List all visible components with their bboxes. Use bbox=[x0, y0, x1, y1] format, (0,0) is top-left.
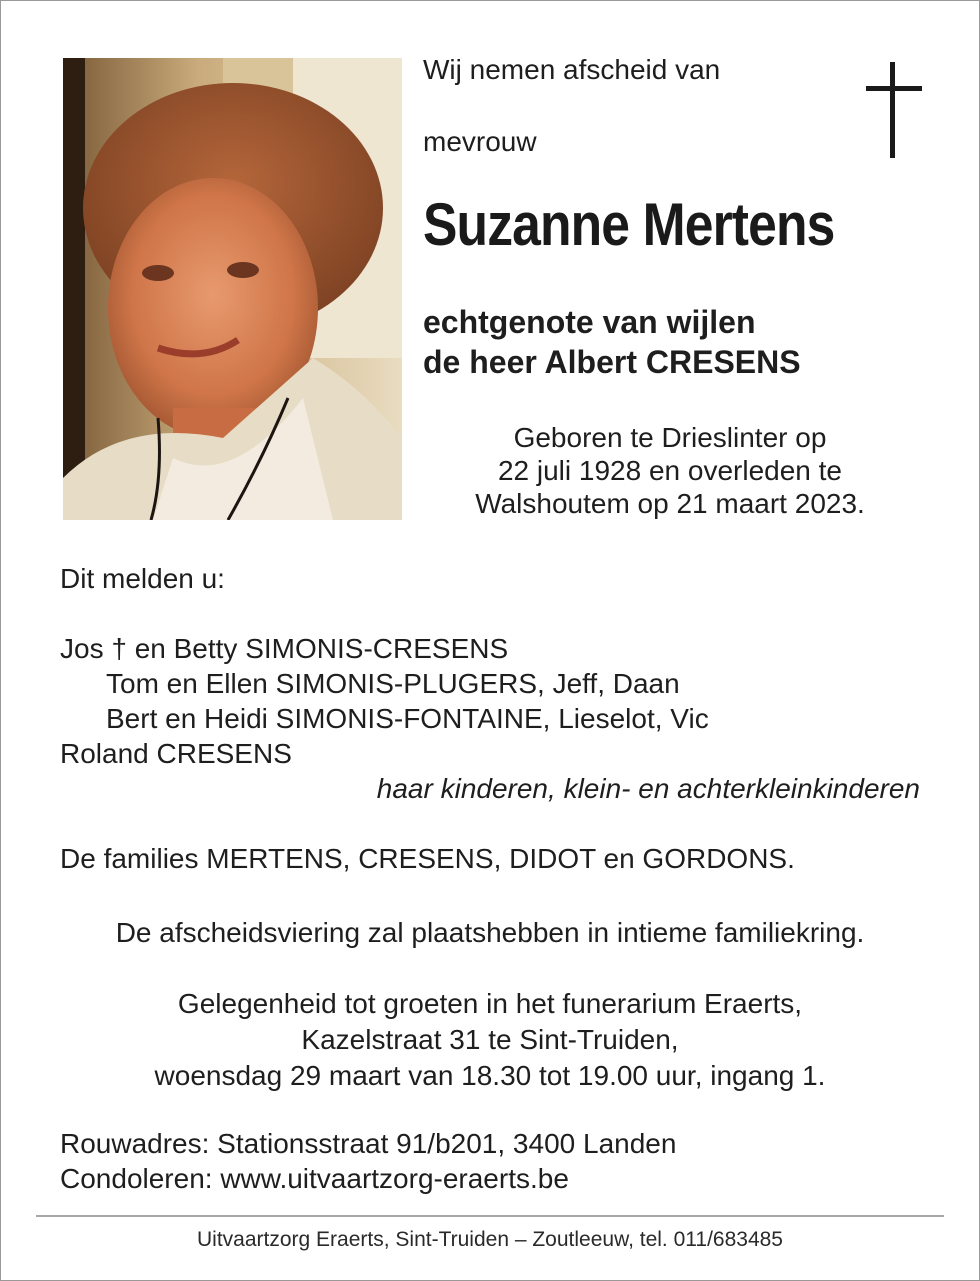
extended-families: De families MERTENS, CRESENS, DIDOT en GORDONS. bbox=[60, 843, 795, 874]
visitation-line: woensdag 29 maart van 18.30 tot 19.00 uur, ingang 1. bbox=[154, 1060, 826, 1091]
ceremony-note: De afscheidsviering zal plaatshebben in intieme familiekring. bbox=[115, 917, 865, 948]
portrait-photo bbox=[63, 58, 402, 520]
mourning-address: Rouwadres: Stationsstraat 91/b201, 3400 Landen bbox=[60, 1128, 677, 1159]
condolences-link[interactable]: Condoleren: www.uitvaartzorg-eraerts.be bbox=[60, 1163, 569, 1194]
family-line: Roland CRESENS bbox=[60, 738, 292, 769]
family-line: Tom en Ellen SIMONIS-PLUGERS, Jeff, Daan bbox=[106, 668, 680, 699]
deceased-name: Suzanne Mertens bbox=[423, 191, 835, 258]
birth-death-line: Geboren te Drieslinter op bbox=[513, 422, 827, 453]
spouse-line: echtgenote van wijlen bbox=[423, 304, 756, 340]
announcement-intro: Dit melden u: bbox=[60, 563, 225, 594]
relation-note: haar kinderen, klein- en achterkleinkinderen bbox=[376, 773, 920, 804]
visitation-line: Kazelstraat 31 te Sint-Truiden, bbox=[301, 1024, 679, 1055]
footer-divider bbox=[36, 1215, 944, 1217]
birth-death-info bbox=[420, 421, 920, 520]
latin-cross-icon bbox=[866, 62, 922, 158]
visitation-info bbox=[0, 986, 980, 1094]
family-line: Jos † en Betty SIMONIS-CRESENS bbox=[60, 633, 509, 664]
spouse-info bbox=[423, 302, 801, 382]
honorific: mevrouw bbox=[423, 126, 537, 157]
birth-death-line: 22 juli 1928 en overleden te bbox=[497, 455, 843, 486]
funeral-home-footer: Uitvaartzorg Eraerts, Sint-Truiden – Zoutleeuw, tel. 011/683485 bbox=[197, 1228, 783, 1251]
family-line: Bert en Heidi SIMONIS-FONTAINE, Lieselot, Vic bbox=[106, 703, 709, 734]
intro-text: Wij nemen afscheid van bbox=[423, 54, 721, 85]
birth-death-line: Walshoutem op 21 maart 2023. bbox=[475, 488, 865, 519]
spouse-line: de heer Albert CRESENS bbox=[423, 344, 801, 380]
visitation-line: Gelegenheid tot groeten in het funerarium Eraerts, bbox=[177, 988, 803, 1019]
